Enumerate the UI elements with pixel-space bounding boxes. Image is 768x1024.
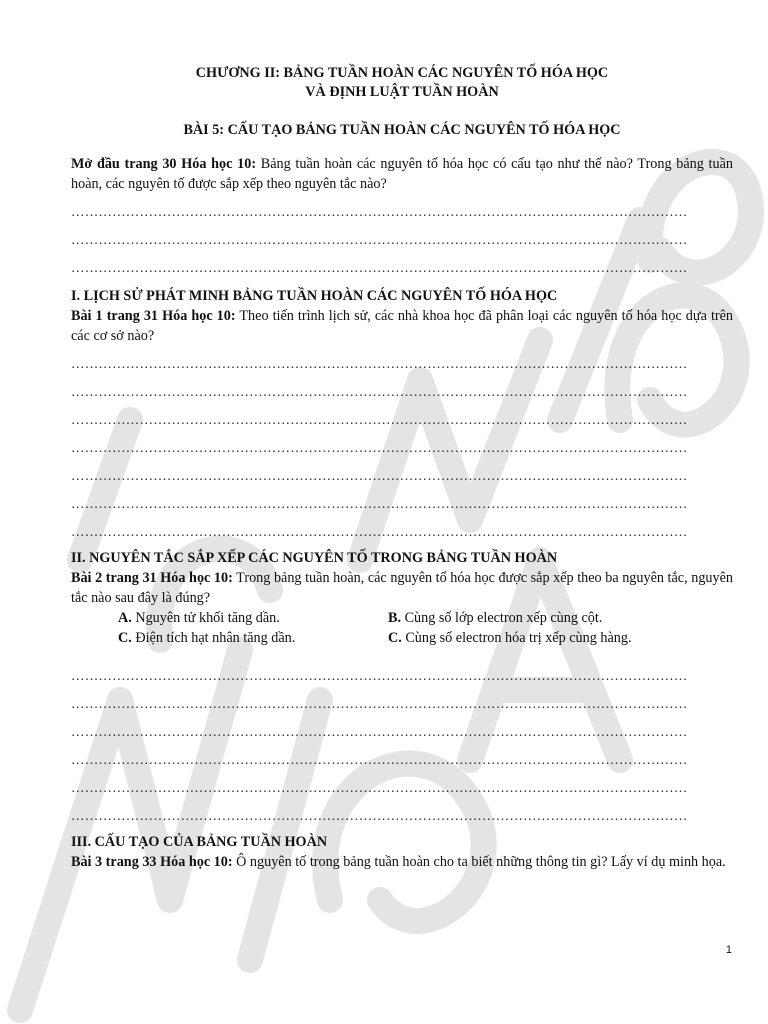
answer-line: ……………………………………………………………………………………………………………………… <box>71 204 688 219</box>
document-content <box>71 64 733 872</box>
answer-line: ……………………………………………………………………………………………………………………… <box>71 668 688 683</box>
lesson-title: BÀI 5: CẤU TẠO BẢNG TUẦN HOÀN CÁC NGUYÊN TỐ HÓA HỌC <box>183 122 621 138</box>
answer-line: ……………………………………………………………………………………………………………………… <box>71 496 688 511</box>
answer-line: ……………………………………………………………………………………………………………………… <box>71 696 688 711</box>
option-c: C. Điện tích hạt nhân tăng dần. <box>118 630 296 646</box>
answer-line: ……………………………………………………………………………………………………………………… <box>71 356 688 371</box>
intro-text: Bảng tuần hoàn các nguyên tố hóa học có cấu tạo như thế nào? Trong bảng tuần hoàn, các nguyên tố được sắp xếp theo nguyên tắc nào? <box>71 156 733 192</box>
section2-text: Trong bảng tuần hoàn, các nguyên tố hóa học được sắp xếp theo ba nguyên tắc, nguyên tắc nào sau đây là đúng? <box>71 570 733 606</box>
answer-line: ……………………………………………………………………………………………………………………… <box>71 524 688 539</box>
section1-label: Bài 1 trang 31 Hóa học 10: <box>71 308 236 324</box>
answer-line: ……………………………………………………………………………………………………………………… <box>71 232 688 247</box>
intro-question <box>71 154 733 194</box>
section2-label: Bài 2 trang 31 Hóa học 10: <box>71 570 233 586</box>
answer-line: ……………………………………………………………………………………………………………………… <box>71 752 688 767</box>
section3-label: Bài 3 trang 33 Hóa học 10: <box>71 854 233 870</box>
intro-label: Mở đầu trang 30 Hóa học 10: <box>71 156 257 172</box>
section3-text: Ô nguyên tố trong bảng tuần hoàn cho ta biết những thông tin gì? Lấy ví dụ minh họa. <box>232 854 726 870</box>
answer-line: ……………………………………………………………………………………………………………………… <box>71 780 688 795</box>
section3-question <box>71 852 733 872</box>
answer-options <box>118 608 733 648</box>
answer-line: ……………………………………………………………………………………………………………………… <box>71 808 688 823</box>
option-b: B. Cùng số lớp electron xếp cùng cột. <box>388 610 603 626</box>
section2-heading: II. NGUYÊN TẮC SẮP XẾP CÁC NGUYÊN TỐ TRONG BẢNG TUẦN HOÀN <box>71 550 558 566</box>
section1-question <box>71 306 733 346</box>
section1-text: Theo tiến trình lịch sử, các nhà khoa học đã phân loại các nguyên tố hóa học dựa trên các cơ sở nào? <box>71 308 733 344</box>
option-d: C. Cùng số electron hóa trị xếp cùng hàng. <box>388 630 632 646</box>
answer-line: ……………………………………………………………………………………………………………………… <box>71 260 688 275</box>
answer-line: ……………………………………………………………………………………………………………………… <box>71 468 688 483</box>
section2-question <box>71 568 733 608</box>
page-number: 1 <box>725 944 732 956</box>
chapter-title-line2: VÀ ĐỊNH LUẬT TUẦN HOÀN <box>305 84 499 100</box>
answer-line: ……………………………………………………………………………………………………………………… <box>71 724 688 739</box>
answer-line: ……………………………………………………………………………………………………………………… <box>71 384 688 399</box>
chapter-title-line1: CHƯƠNG II: BẢNG TUẦN HOÀN CÁC NGUYÊN TỐ HÓA HỌC <box>195 65 609 81</box>
section3-heading: III. CẤU TẠO CỦA BẢNG TUẦN HOÀN <box>71 834 328 850</box>
option-a: A. Nguyên tử khối tăng dần. <box>118 610 280 626</box>
section1-heading: I. LỊCH SỬ PHÁT MINH BẢNG TUẦN HOÀN CÁC NGUYÊN TỐ HÓA HỌC <box>71 288 558 304</box>
answer-line: ……………………………………………………………………………………………………………………… <box>71 440 688 455</box>
answer-line: ……………………………………………………………………………………………………………………… <box>71 412 688 427</box>
